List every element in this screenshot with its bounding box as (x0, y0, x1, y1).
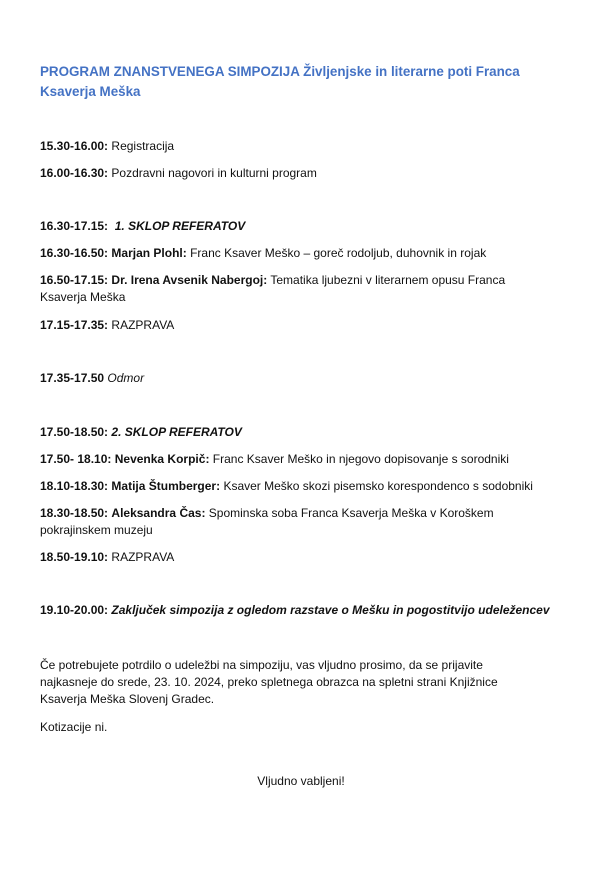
talk-title: Franc Ksaver Meško in njegovo dopisovanje s sorodniki (212, 452, 509, 466)
schedule-item (40, 451, 570, 468)
schedule-time: 17.15-17.35: (40, 318, 109, 332)
schedule-text: Registracija (111, 139, 175, 153)
schedule-text: Zaključek simpozija z ogledom razstave o Mešku in pogostitvijo udeležencev (111, 603, 550, 617)
schedule-item (40, 478, 570, 495)
registration-notice: Če potrebujete potrdilo o udeležbi na simpoziju, vas vljudno prosimo, da se prijavite najkasneje do srede, 23. 10. 2024, preko spletnega obrazca na spletni strani Knjižnice Ksaverja Meška Slovenj Gradec. (40, 658, 498, 706)
schedule-time: 17.35-17.50 (40, 371, 105, 385)
fee-note: Kotizacije ni. (40, 720, 108, 734)
session-title: 2. SKLOP REFERATOV (111, 425, 242, 439)
schedule-time: 18.50-19.10: (40, 550, 109, 564)
session-heading (40, 424, 570, 441)
speaker-name: Aleksandra Čas: (111, 506, 206, 520)
schedule-item (40, 317, 570, 334)
schedule-item (40, 245, 570, 262)
schedule-item (40, 549, 570, 566)
schedule-time: 17.50- 18.10: (40, 452, 112, 466)
speaker-name: Dr. Irena Avsenik Nabergoj: (111, 273, 268, 287)
schedule-time: 18.30-18.50: (40, 506, 109, 520)
speaker-name: Marjan Plohl: (111, 246, 187, 260)
schedule-time: 18.10-18.30: (40, 479, 109, 493)
schedule-time: 16.30-16.50: (40, 246, 109, 260)
schedule-item (40, 272, 540, 306)
page-title (40, 62, 560, 102)
schedule-text: RAZPRAVA (111, 318, 175, 332)
schedule-item (40, 370, 570, 387)
talk-title: Franc Ksaver Meško – goreč rodoljub, duhovnik in rojak (190, 246, 487, 260)
title-prefix: PROGRAM ZNANSTVENEGA SIMPOZIJA (40, 64, 300, 79)
speaker-name: Matija Štumberger: (111, 479, 221, 493)
schedule-time: 16.00-16.30: (40, 166, 109, 180)
schedule-time: 15.30-16.00: (40, 139, 109, 153)
talk-title: Ksaver Meško skozi pisemsko korespondenco s sodobniki (223, 479, 533, 493)
talk-title: Spominska soba Franca Ksaverja Meška v Koroškem pokrajinskem muzeju (40, 506, 494, 537)
schedule-time: 16.30-17.15: (40, 219, 109, 233)
schedule-time: 17.50-18.50: (40, 425, 109, 439)
schedule-item (40, 165, 570, 182)
schedule-text: Pozdravni nagovori in kulturni program (111, 166, 317, 180)
session-title: 1. SKLOP REFERATOV (114, 219, 246, 233)
schedule-text: Odmor (107, 371, 145, 385)
schedule-time: 16.50-17.15: (40, 273, 109, 287)
schedule-time: 19.10-20.00: (40, 603, 109, 617)
schedule-text: RAZPRAVA (111, 550, 175, 564)
session-heading (40, 218, 570, 235)
schedule-item (40, 602, 570, 619)
closing-invitation: Vljudno vabljeni! (257, 774, 345, 788)
schedule-item (40, 505, 540, 539)
talk-title: Tematika ljubezni v literarnem opusu Franca Ksaverja Meška (40, 273, 506, 304)
title-rest: Življenjske in literarne poti Franca Ksaverja Meška (40, 64, 520, 99)
schedule-item (40, 138, 570, 155)
speaker-name: Nevenka Korpič: (114, 452, 210, 466)
